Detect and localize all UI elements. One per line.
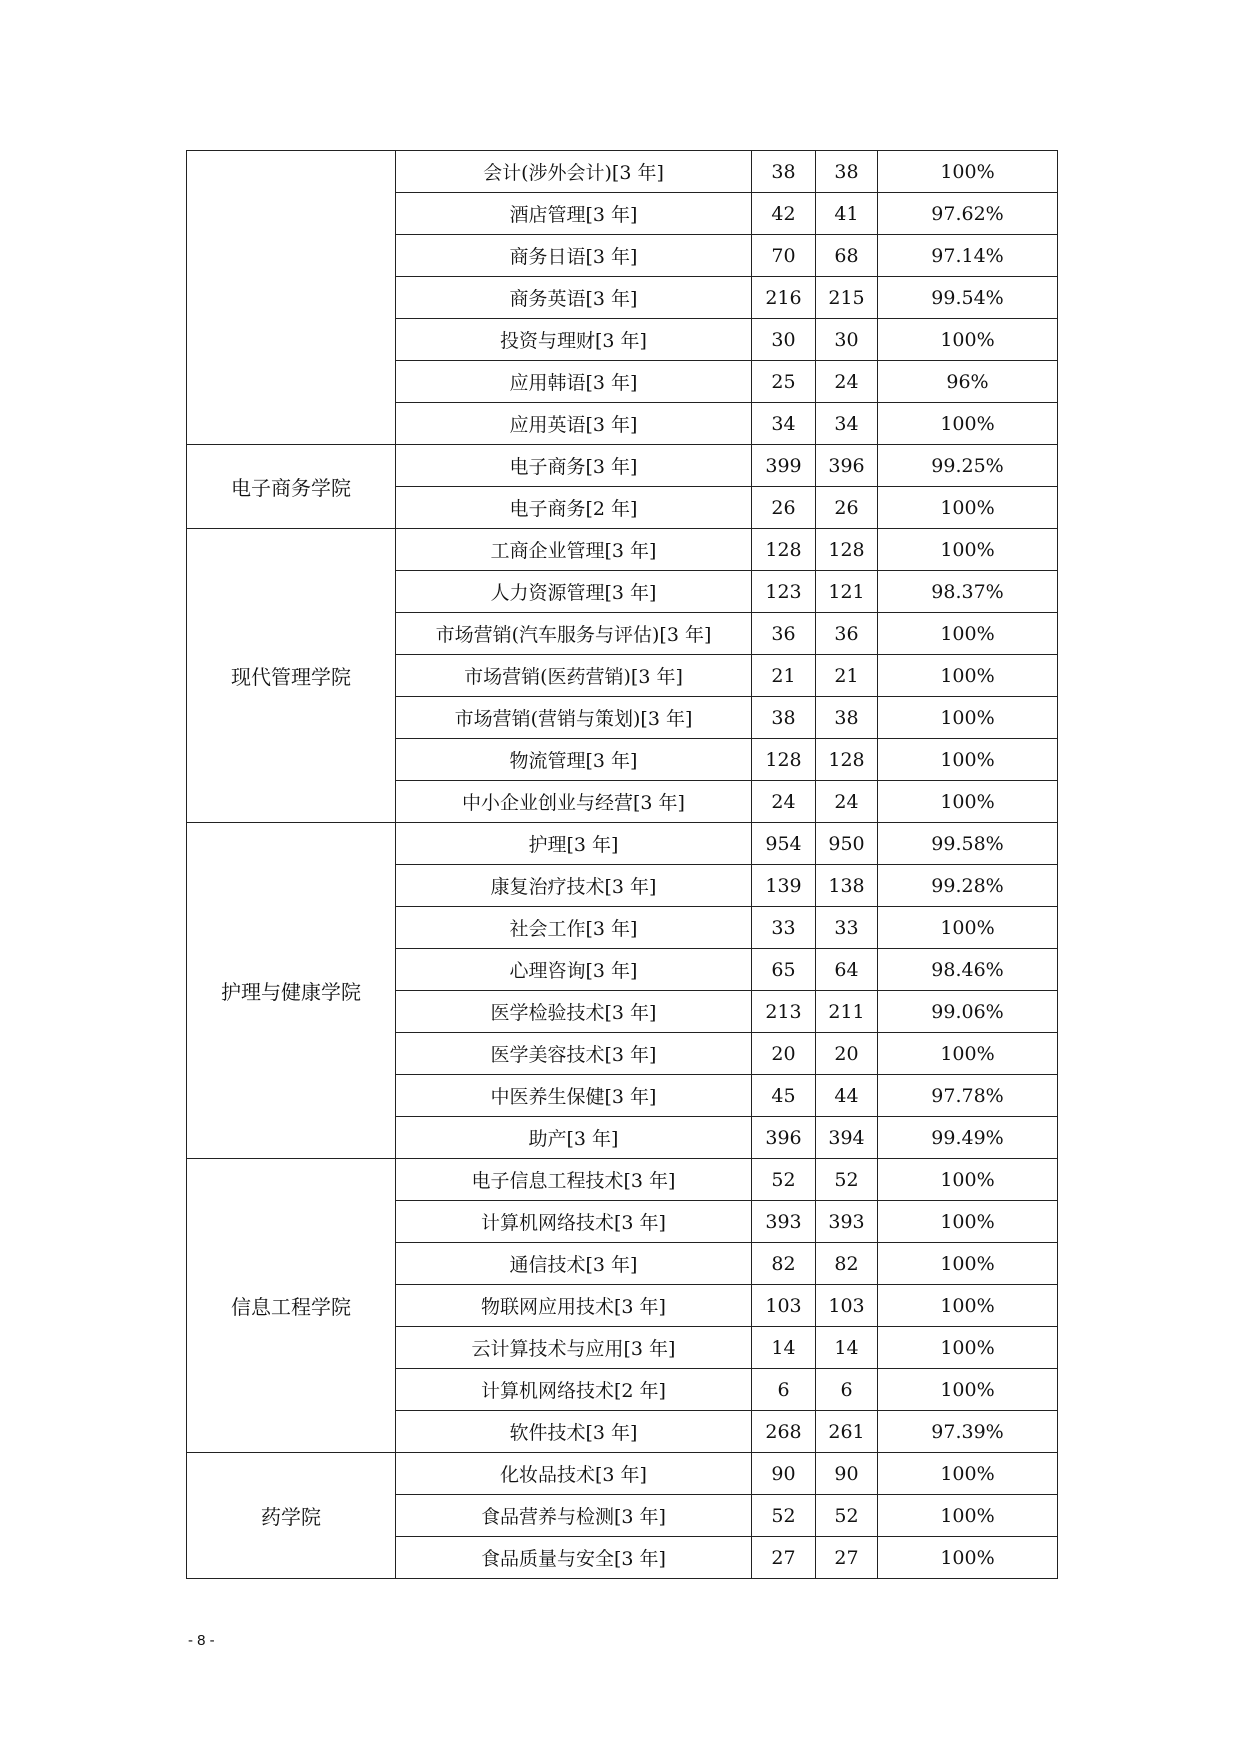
graduates-cell: 52 [752,1159,816,1201]
rate-cell: 100% [878,529,1058,571]
graduates-cell: 25 [752,361,816,403]
employed-cell: 38 [816,151,878,193]
rate-cell: 97.39% [878,1411,1058,1453]
employed-cell: 261 [816,1411,878,1453]
employed-cell: 44 [816,1075,878,1117]
major-cell: 医学检验技术[3 年] [396,991,752,1033]
rate-cell: 100% [878,1159,1058,1201]
rate-cell: 100% [878,739,1058,781]
employment-table [186,150,1058,1579]
graduates-cell: 6 [752,1369,816,1411]
graduates-cell: 213 [752,991,816,1033]
major-cell: 商务英语[3 年] [396,277,752,319]
major-cell: 计算机网络技术[2 年] [396,1369,752,1411]
graduates-cell: 36 [752,613,816,655]
graduates-cell: 90 [752,1453,816,1495]
major-cell: 助产[3 年] [396,1117,752,1159]
graduates-cell: 26 [752,487,816,529]
graduates-cell: 139 [752,865,816,907]
graduates-cell: 954 [752,823,816,865]
college-cell: 药学院 [187,1453,396,1579]
employed-cell: 24 [816,361,878,403]
graduates-cell: 123 [752,571,816,613]
graduates-cell: 82 [752,1243,816,1285]
table-row [187,529,1058,571]
employed-cell: 38 [816,697,878,739]
employed-cell: 128 [816,529,878,571]
major-cell: 中医养生保健[3 年] [396,1075,752,1117]
rate-cell: 100% [878,781,1058,823]
table-row [187,1453,1058,1495]
rate-cell: 98.37% [878,571,1058,613]
graduates-cell: 38 [752,151,816,193]
college-cell: 电子商务学院 [187,445,396,529]
employed-cell: 52 [816,1495,878,1537]
major-cell: 工商企业管理[3 年] [396,529,752,571]
rate-cell: 100% [878,613,1058,655]
employed-cell: 52 [816,1159,878,1201]
employed-cell: 82 [816,1243,878,1285]
rate-cell: 97.14% [878,235,1058,277]
rate-cell: 98.46% [878,949,1058,991]
graduates-cell: 396 [752,1117,816,1159]
employed-cell: 30 [816,319,878,361]
major-cell: 电子商务[3 年] [396,445,752,487]
graduates-cell: 30 [752,319,816,361]
employed-cell: 34 [816,403,878,445]
major-cell: 医学美容技术[3 年] [396,1033,752,1075]
rate-cell: 100% [878,1201,1058,1243]
college-cell: 护理与健康学院 [187,823,396,1159]
major-cell: 护理[3 年] [396,823,752,865]
rate-cell: 99.58% [878,823,1058,865]
employed-cell: 396 [816,445,878,487]
graduates-cell: 24 [752,781,816,823]
graduates-cell: 70 [752,235,816,277]
rate-cell: 100% [878,1495,1058,1537]
rate-cell: 97.62% [878,193,1058,235]
employed-cell: 121 [816,571,878,613]
rate-cell: 100% [878,1285,1058,1327]
rate-cell: 100% [878,487,1058,529]
employed-cell: 27 [816,1537,878,1579]
employed-cell: 64 [816,949,878,991]
graduates-cell: 45 [752,1075,816,1117]
rate-cell: 99.49% [878,1117,1058,1159]
college-cell: 现代管理学院 [187,529,396,823]
major-cell: 康复治疗技术[3 年] [396,865,752,907]
major-cell: 软件技术[3 年] [396,1411,752,1453]
rate-cell: 100% [878,319,1058,361]
college-cell [187,151,396,445]
table-row [187,445,1058,487]
employed-cell: 24 [816,781,878,823]
employed-cell: 20 [816,1033,878,1075]
graduates-cell: 103 [752,1285,816,1327]
major-cell: 人力资源管理[3 年] [396,571,752,613]
employed-cell: 21 [816,655,878,697]
major-cell: 心理咨询[3 年] [396,949,752,991]
major-cell: 通信技术[3 年] [396,1243,752,1285]
major-cell: 酒店管理[3 年] [396,193,752,235]
major-cell: 物流管理[3 年] [396,739,752,781]
major-cell: 电子信息工程技术[3 年] [396,1159,752,1201]
employed-cell: 393 [816,1201,878,1243]
major-cell: 食品质量与安全[3 年] [396,1537,752,1579]
rate-cell: 100% [878,1453,1058,1495]
major-cell: 计算机网络技术[3 年] [396,1201,752,1243]
graduates-cell: 27 [752,1537,816,1579]
rate-cell: 100% [878,907,1058,949]
rate-cell: 100% [878,697,1058,739]
employed-cell: 41 [816,193,878,235]
graduates-cell: 52 [752,1495,816,1537]
major-cell: 市场营销(医药营销)[3 年] [396,655,752,697]
rate-cell: 100% [878,1243,1058,1285]
employed-cell: 6 [816,1369,878,1411]
graduates-cell: 21 [752,655,816,697]
employed-cell: 950 [816,823,878,865]
major-cell: 会计(涉外会计)[3 年] [396,151,752,193]
college-cell: 信息工程学院 [187,1159,396,1453]
major-cell: 电子商务[2 年] [396,487,752,529]
major-cell: 应用韩语[3 年] [396,361,752,403]
rate-cell: 100% [878,1033,1058,1075]
employed-cell: 211 [816,991,878,1033]
employed-cell: 90 [816,1453,878,1495]
employed-cell: 33 [816,907,878,949]
major-cell: 食品营养与检测[3 年] [396,1495,752,1537]
graduates-cell: 399 [752,445,816,487]
graduates-cell: 20 [752,1033,816,1075]
employed-cell: 68 [816,235,878,277]
major-cell: 应用英语[3 年] [396,403,752,445]
major-cell: 云计算技术与应用[3 年] [396,1327,752,1369]
graduates-cell: 33 [752,907,816,949]
table-row [187,151,1058,193]
major-cell: 投资与理财[3 年] [396,319,752,361]
graduates-cell: 128 [752,529,816,571]
rate-cell: 100% [878,151,1058,193]
employed-cell: 394 [816,1117,878,1159]
table-body [187,151,1058,1579]
rate-cell: 99.06% [878,991,1058,1033]
rate-cell: 99.25% [878,445,1058,487]
rate-cell: 100% [878,1369,1058,1411]
graduates-cell: 42 [752,193,816,235]
rate-cell: 100% [878,655,1058,697]
rate-cell: 99.54% [878,277,1058,319]
table-row [187,1159,1058,1201]
major-cell: 中小企业创业与经营[3 年] [396,781,752,823]
graduates-cell: 34 [752,403,816,445]
graduates-cell: 65 [752,949,816,991]
page-number: - 8 - [188,1632,215,1649]
employed-cell: 14 [816,1327,878,1369]
rate-cell: 100% [878,403,1058,445]
employed-cell: 36 [816,613,878,655]
rate-cell: 100% [878,1537,1058,1579]
graduates-cell: 393 [752,1201,816,1243]
rate-cell: 99.28% [878,865,1058,907]
rate-cell: 97.78% [878,1075,1058,1117]
employed-cell: 26 [816,487,878,529]
rate-cell: 96% [878,361,1058,403]
graduates-cell: 268 [752,1411,816,1453]
major-cell: 市场营销(汽车服务与评估)[3 年] [396,613,752,655]
table-row [187,823,1058,865]
major-cell: 化妆品技术[3 年] [396,1453,752,1495]
graduates-cell: 128 [752,739,816,781]
employed-cell: 103 [816,1285,878,1327]
rate-cell: 100% [878,1327,1058,1369]
major-cell: 物联网应用技术[3 年] [396,1285,752,1327]
graduates-cell: 216 [752,277,816,319]
employed-cell: 138 [816,865,878,907]
graduates-cell: 14 [752,1327,816,1369]
major-cell: 商务日语[3 年] [396,235,752,277]
employed-cell: 215 [816,277,878,319]
employed-cell: 128 [816,739,878,781]
graduates-cell: 38 [752,697,816,739]
major-cell: 市场营销(营销与策划)[3 年] [396,697,752,739]
major-cell: 社会工作[3 年] [396,907,752,949]
